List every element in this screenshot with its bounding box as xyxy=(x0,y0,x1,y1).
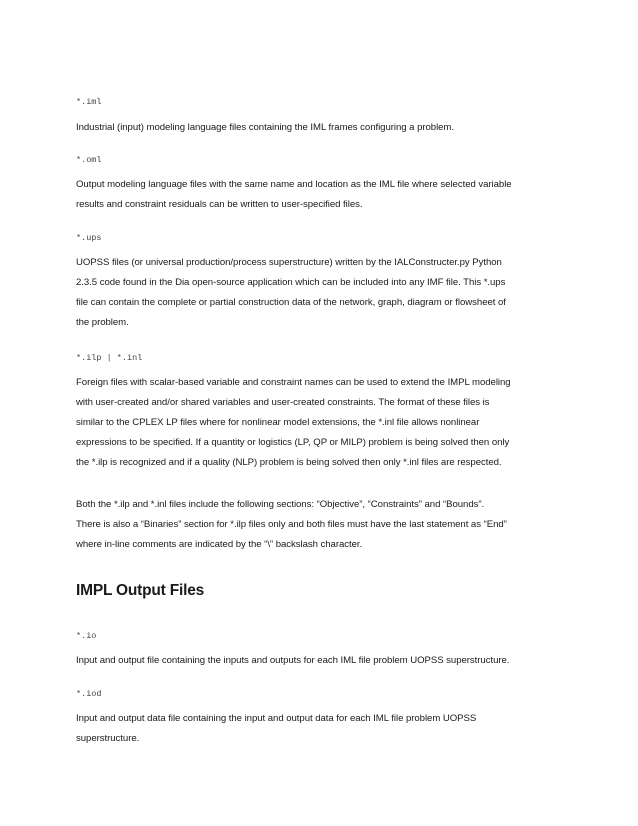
text-line: Foreign files with scalar-based variable and constraint names can be used to extend the IMPL modeling xyxy=(76,377,511,388)
file-extension: *.ilp | *.inl xyxy=(76,353,143,363)
text-line: with user-created and/or shared variables and user-created constraints. The format of these files is xyxy=(76,397,490,408)
file-extension: *.iml xyxy=(76,97,102,107)
sections-note xyxy=(76,495,511,555)
text-line: file can contain the complete or partial construction data of the network, graph, diagram or flowsheet of xyxy=(76,297,506,308)
section-oml xyxy=(76,154,512,215)
description xyxy=(76,175,512,215)
description xyxy=(76,651,509,671)
description xyxy=(76,373,511,473)
text-line: Output modeling language files with the same name and location as the IML file where selected variable xyxy=(76,179,512,190)
description xyxy=(76,253,506,333)
text-line: the *.ilp is recognized and if a quality (NLP) problem is being solved then only *.inl files are respected. xyxy=(76,457,502,468)
section-io xyxy=(76,630,509,671)
text-line: expressions to be specified. If a quantity or logistics (LP, QP or MILP) problem is being solved then only xyxy=(76,437,510,448)
text-line: the problem. xyxy=(76,317,129,328)
text-line: superstructure. xyxy=(76,733,140,744)
file-extension: *.io xyxy=(76,631,97,641)
text-line: UOPSS files (or universal production/process superstructure) written by the IALConstructer.py Python xyxy=(76,257,502,268)
text-line: 2.3.5 code found in the Dia open-source application which can be included into any IMF file. This *.ups xyxy=(76,277,506,288)
section-heading: IMPL Output Files xyxy=(76,582,205,599)
file-extension: *.oml xyxy=(76,155,102,165)
file-extension: *.ups xyxy=(76,233,102,243)
text-line: Input and output file containing the inputs and outputs for each IML file problem UOPSS superstructure. xyxy=(76,655,510,666)
section-ups xyxy=(76,232,506,333)
file-extension: *.iod xyxy=(76,689,102,699)
text-line: Industrial (input) modeling language files containing the IML frames configuring a problem. xyxy=(76,122,454,133)
section-iod xyxy=(76,688,476,749)
section-ilp-inl xyxy=(76,352,511,555)
text-line: similar to the CPLEX LP files where for nonlinear model extensions, the *.inl file allows nonlinear xyxy=(76,417,480,428)
text-line: Both the *.ilp and *.inl files include the following sections: “Objective”, “Constraints” and “Bounds”. xyxy=(76,499,485,510)
description xyxy=(76,118,454,138)
text-line: There is also a “Binaries” section for *.ilp files only and both files must have the last statement as “End” xyxy=(76,519,507,530)
section-iml xyxy=(76,96,454,138)
text-line: results and constraint residuals can be written to user-specified files. xyxy=(76,199,363,210)
text-line: Input and output data file containing the input and output data for each IML file problem UOPSS xyxy=(76,713,477,724)
description xyxy=(76,709,476,749)
text-line: where in-line comments are indicated by the “\” backslash character. xyxy=(76,539,363,550)
